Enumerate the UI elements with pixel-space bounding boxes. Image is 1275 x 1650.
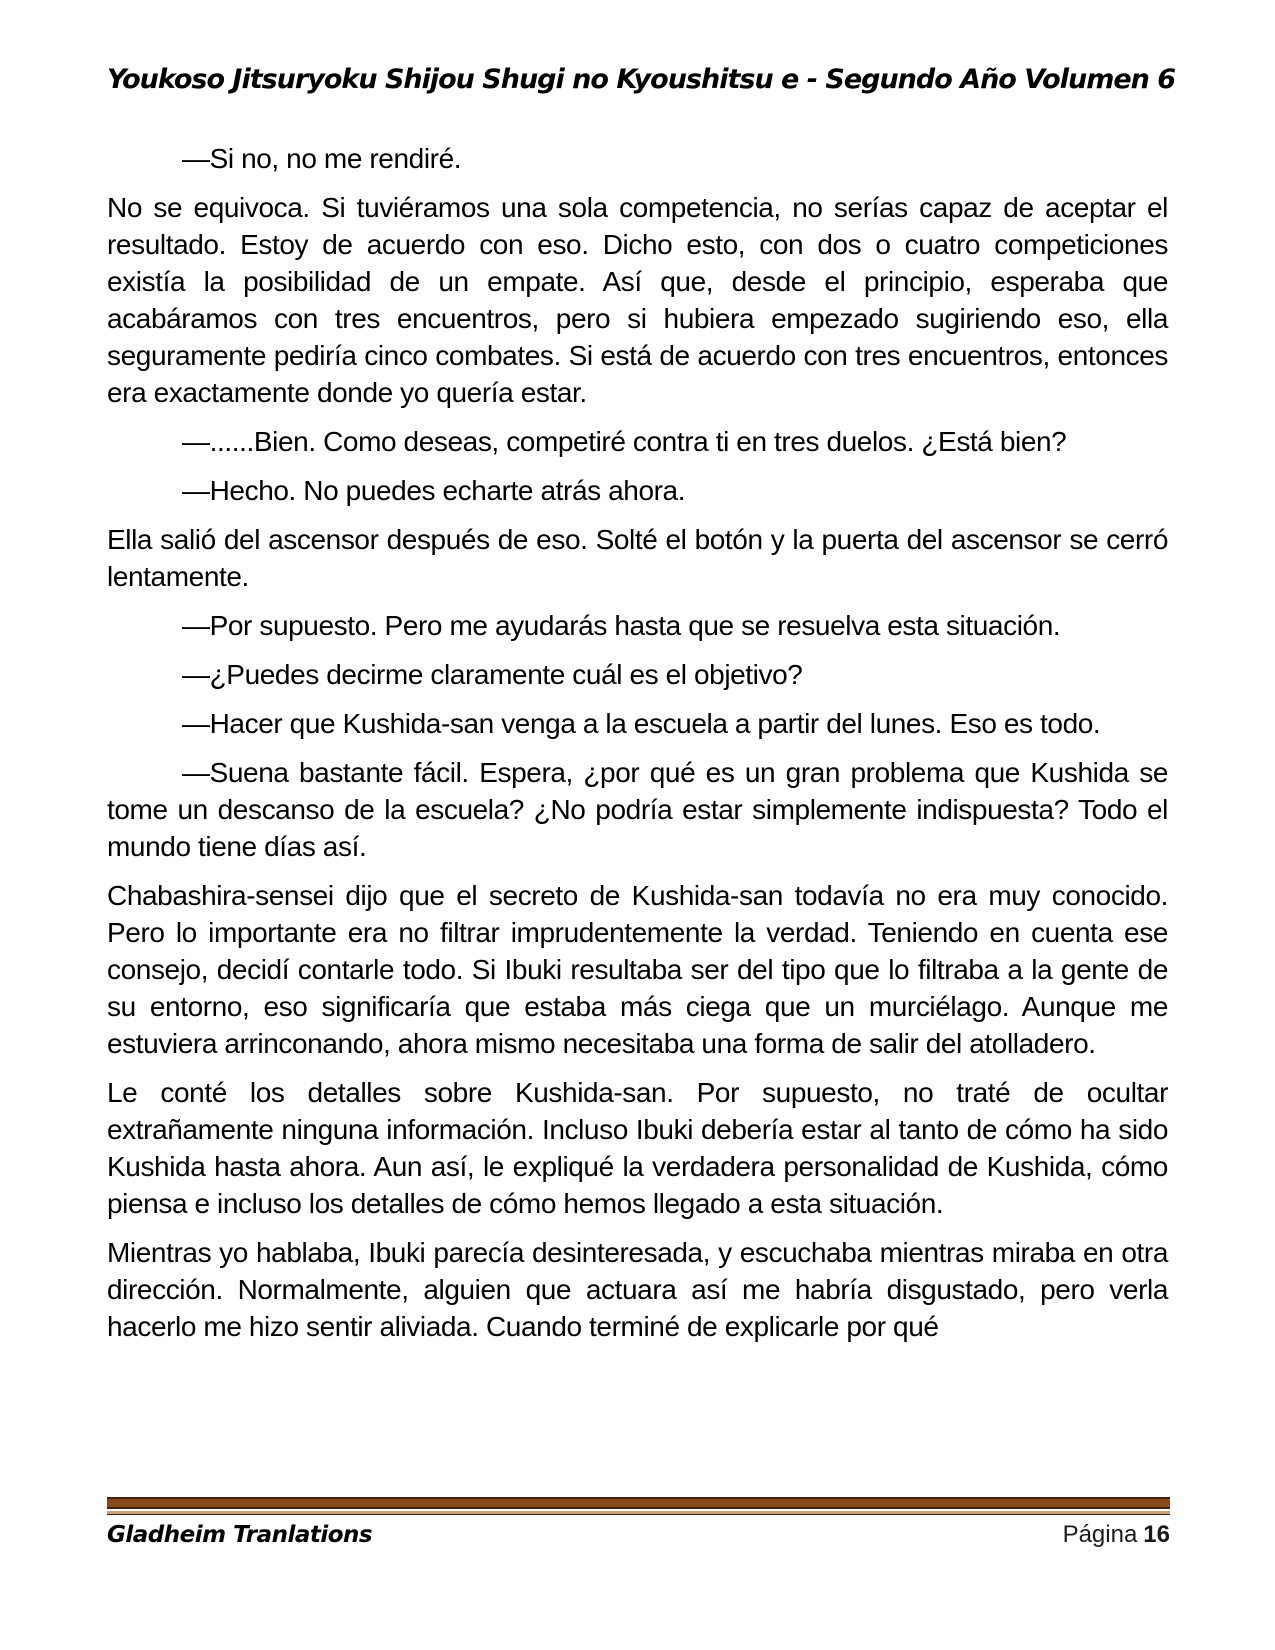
dialogue-paragraph: —¿Puedes decirme claramente cuál es el objetivo? xyxy=(182,659,803,690)
dialogue-paragraph: —Hecho. No puedes echarte atrás ahora. xyxy=(182,475,686,506)
footer-rule-thin-bar xyxy=(107,1511,1170,1515)
narration-paragraph: Chabashira-sensei dijo que el secreto de Kushida-san todavía no era muy conocido. Pero lo importante era no filtrar imprudentemente la verdad. Teniendo en cuenta ese consejo, decidí contarle todo. Si Ibuki resultaba ser del tipo que lo filtraba a la gente de su entorno, eso significaría que estaba más ciega que un murciélago. Aunque me estuviera arrinconando, ahora mismo necesitaba una forma de salir del atolladero. xyxy=(107,880,1168,1059)
dialogue-paragraph: —Por supuesto. Pero me ayudarás hasta que se resuelva esta situación. xyxy=(182,610,1061,641)
dialogue-paragraph: —Si no, no me rendiré. xyxy=(182,143,462,174)
narration-paragraph: Mientras yo hablaba, Ibuki parecía desinteresada, y escuchaba mientras miraba en otra dirección. Normalmente, alguien que actuara así me habría disgustado, pero verla hacerlo me hizo sentir aliviada. Cuando terminé de explicarle por qué xyxy=(107,1237,1168,1342)
footer-page-value: 16 xyxy=(1143,1521,1170,1548)
page-footer xyxy=(107,1497,1170,1549)
footer-rule-thick-bar xyxy=(107,1497,1170,1509)
footer-rule xyxy=(107,1497,1170,1515)
dialogue-paragraph: —Hacer que Kushida-san venga a la escuela a partir del lunes. Eso es todo. xyxy=(182,708,1101,739)
page-header xyxy=(107,64,1176,95)
narration-paragraph: Ella salió del ascensor después de eso. Solté el botón y la puerta del ascensor se cerró lentamente. xyxy=(107,524,1168,592)
dialogue-paragraph: —Suena bastante fácil. Espera, ¿por qué es un gran problema que Kushida se tome un descanso de la escuela? ¿No podría estar simplemente indispuesta? Todo el mundo tiene días así. xyxy=(107,757,1168,862)
footer-text-row xyxy=(107,1521,1170,1549)
dialogue-paragraph: —......Bien. Como deseas, competiré contra ti en tres duelos. ¿Está bien? xyxy=(182,426,1067,457)
footer-translator: Gladheim Tranlations xyxy=(107,1522,373,1548)
footer-page-number xyxy=(1063,1521,1170,1549)
narration-paragraph: Le conté los detalles sobre Kushida-san. Por supuesto, no traté de ocultar extrañamente ninguna información. Incluso Ibuki debería estar al tanto de cómo ha sido Kushida hasta ahora. Aun así, le expliqué la verdadera personalidad de Kushida, cómo piensa e incluso los detalles de cómo hemos llegado a esta situación. xyxy=(107,1077,1168,1219)
narration-paragraph: No se equivoca. Si tuviéramos una sola competencia, no serías capaz de aceptar el resultado. Estoy de acuerdo con eso. Dicho esto, con dos o cuatro competiciones existía la posibilidad de un empate. Así que, desde el principio, esperaba que acabáramos con tres encuentros, pero si hubiera empezado sugiriendo eso, ella seguramente pediría cinco combates. Si está de acuerdo con tres encuentros, entonces era exactamente donde yo quería estar. xyxy=(107,192,1168,408)
page-header-title: Youkoso Jitsuryoku Shijou Shugi no Kyoushitsu e - Segundo Año Volumen 6 xyxy=(107,64,1176,95)
footer-page-label: Página xyxy=(1062,1521,1138,1548)
document-body xyxy=(107,140,1168,1357)
